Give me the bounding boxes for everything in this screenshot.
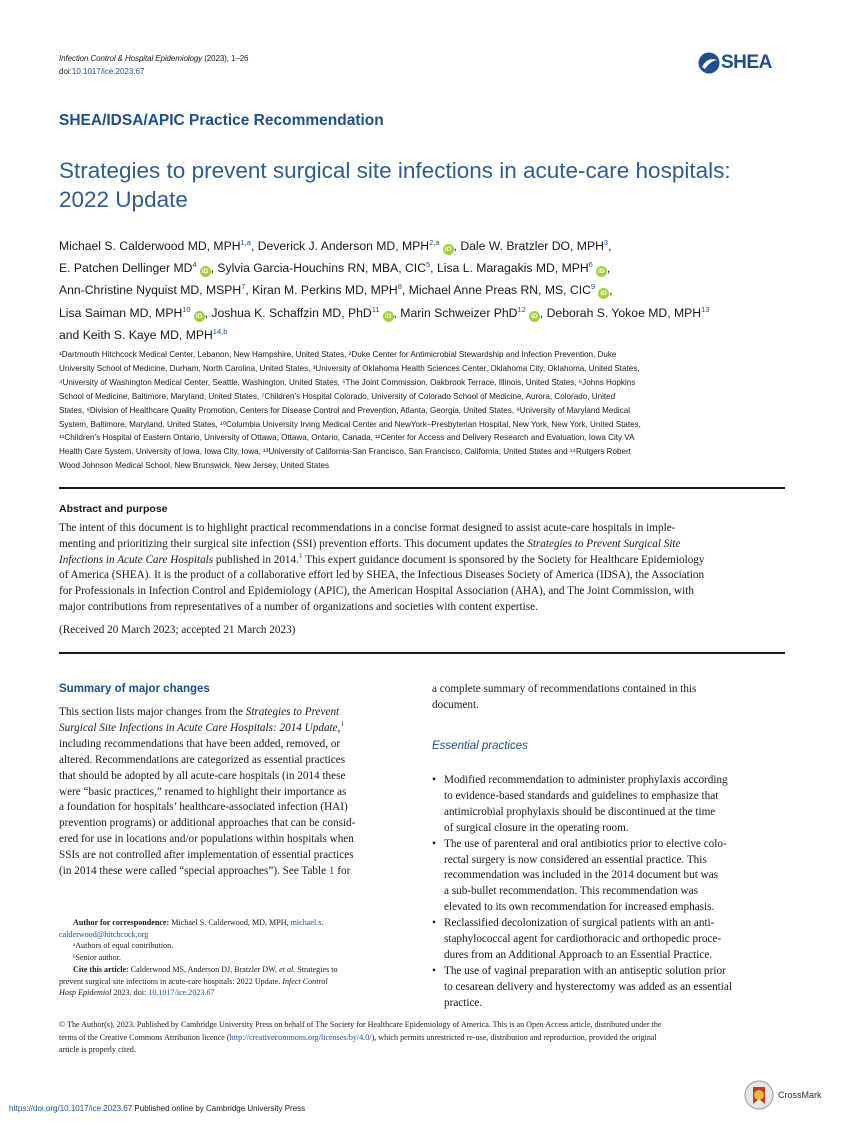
- copyright-notice: © The Author(s), 2023. Published by Cambridge University Press on behalf of The Society for Healthcare Epidemiology of America. This is an Open Access article, distributed under the terms of the Creative Commons Attribution licence (http://creativecommons.org/licenses/by/4.0/), which permits unrestricted re-use, distribution and reproduction, provided the original article is properly cited.: [59, 1020, 662, 1055]
- crossmark-icon: [744, 1080, 774, 1110]
- shea-logo: SHEA: [698, 51, 788, 79]
- orcid-icon[interactable]: iD: [383, 311, 394, 322]
- crossmark-badge[interactable]: CrossMark: [744, 1080, 834, 1110]
- author: Kiran M. Perkins MD, MPH$^8$: [252, 282, 402, 298]
- affiliation-ref[interactable]: 7: [241, 282, 246, 292]
- author-line: [59, 324, 794, 346]
- article-title: Strategies to prevent surgical site infections in acute-care hospitals: 2022 Update: [59, 158, 731, 212]
- doi-url-link[interactable]: https://doi.org/10.1017/ice.2023.67: [9, 1104, 133, 1113]
- summary-text: This section lists major changes from the Strategies to Prevent Surgical Site Infections in Acute Care Hospitals: 2014 Update,$^1$ including recommendations that have been added, removed, or altered. Recommendations are categorized as essential practices that should be adopted by all acute-care hospitals (in 2014 these were “basic practices,” renamed to highlight their importance as a foundation for hospitals’ healthcare-associated infection (HAI) prevention programs) or additional approaches that can be consid- ered for use in locations and/or populations within hospitals when SSIs are not controlled after implementation of essential practices (in 2014 these were called “special approaches”). See Table 1 for: [59, 706, 356, 878]
- affiliation-ref[interactable]: 14,b: [212, 326, 228, 336]
- summary-text-continued: a complete summary of recommendations contained in this document.: [432, 683, 697, 711]
- author-separator: ,: [210, 261, 218, 276]
- reference-link[interactable]: 1: [298, 550, 303, 560]
- author-separator: ,: [608, 239, 612, 253]
- affiliation-ref[interactable]: 11: [371, 304, 380, 314]
- article-doi: doi:10.1017/ice.2023.67: [59, 67, 145, 76]
- shea-logo-icon: [698, 52, 720, 74]
- journal-citation: Infection Control & Hospital Epidemiology (2023), 1–26: [59, 54, 249, 63]
- summary-heading: Summary of major changes: [59, 683, 210, 695]
- affiliation-ref[interactable]: 10: [182, 304, 191, 314]
- recommendation-type: SHEA/IDSA/APIC Practice Recommendation: [59, 112, 384, 129]
- orcid-icon[interactable]: iD: [529, 311, 540, 322]
- author-line: [59, 235, 794, 257]
- author-separator: ,: [539, 305, 547, 320]
- abstract-heading: Abstract and purpose: [59, 503, 168, 515]
- table-link[interactable]: 1: [328, 865, 335, 878]
- author-separator: ,: [393, 305, 401, 320]
- orcid-icon[interactable]: iD: [598, 288, 609, 299]
- essential-practices-list: [432, 773, 787, 1012]
- author-line: [59, 257, 794, 279]
- affiliation-ref[interactable]: 12: [517, 304, 526, 314]
- orcid-icon[interactable]: iD: [200, 266, 211, 277]
- essential-practices-heading: Essential practices: [432, 740, 528, 752]
- footer: https://doi.org/10.1017/ice.2023.67 Published online by Cambridge University Press: [9, 1104, 306, 1113]
- author: Joshua K. Schaffzin MD, PhD$^{11}$iD: [211, 306, 393, 320]
- affiliation-ref[interactable]: 3: [603, 238, 609, 247]
- affiliation-ref[interactable]: 9: [590, 282, 596, 292]
- orcid-icon[interactable]: iD: [596, 266, 607, 277]
- author: Sylvia Garcia-Houchins RN, MBA, CIC$^5$: [217, 260, 431, 276]
- author: Keith S. Kaye MD, MPH$^{14,b}$: [82, 326, 228, 342]
- author-separator: ,: [245, 283, 253, 298]
- author: Lisa L. Maragakis MD, MPH$^6$iD: [437, 261, 607, 275]
- reference-link[interactable]: 1: [340, 718, 345, 728]
- author-separator: ,: [204, 305, 212, 320]
- author-list: [59, 235, 794, 346]
- orcid-icon[interactable]: iD: [194, 311, 205, 322]
- author-separator: ,: [250, 239, 258, 253]
- affiliation-ref[interactable]: 2,a: [429, 238, 440, 247]
- license-link[interactable]: http://creativecommons.org/licenses/by/4.0/: [229, 1032, 372, 1042]
- author-line: [59, 279, 794, 301]
- affiliation-ref[interactable]: 6: [588, 260, 593, 270]
- affiliation-ref[interactable]: 8: [397, 282, 402, 292]
- abstract-text: The intent of this document is to highlight practical recommendations in a concise format designed to assist acute-care hospitals in imple- menting and prioritizing their surgical site infection (SSI) prevention efforts. This document updates the Strategies to Prevent Surgical Site Infections in Acute Care Hospitals published in 2014.$^1$ This expert guidance document is sponsored by the Society for Healthcare Epidemiology of America (SHEA). It is the product of a collaborative effort led by SHEA, the Infectious Diseases Society of America (IDSA), the Association for Professionals in Infection Control and Epidemiology (APIC), the American Hospital Association (AHA), and The Joint Commission, with major contributions from representatives of a number of organizations and societies with content expertise.: [59, 522, 705, 613]
- author: Deverick J. Anderson MD, MPH$^{2,a}$iD: [258, 239, 454, 253]
- author-separator: ,: [401, 283, 409, 298]
- author: Dale W. Bratzler DO, MPH$^3$: [460, 238, 609, 253]
- received-dates: (Received 20 March 2023; accepted 21 March 2023): [59, 624, 296, 636]
- author-connector: and: [59, 327, 83, 342]
- author: Lisa Saiman MD, MPH$^{10}$iD: [59, 306, 205, 320]
- affiliation-ref[interactable]: 13: [701, 304, 710, 314]
- author: E. Patchen Dellinger $MD^4iD$: [59, 261, 211, 275]
- doi-link[interactable]: 10.1017/ice.2023.67: [71, 67, 145, 76]
- doi-link[interactable]: 10.1017/ice.2023.67: [148, 988, 215, 998]
- list-item: • Modified recommendation to administer prophylaxis according to evidence-based standards and guidelines to emphasize that antimicrobial prophylaxis should be discontinued at the time of surgical closure in the operating room.: [432, 773, 787, 837]
- divider-top: [59, 487, 785, 489]
- affiliations: ¹Dartmouth Hitchcock Medical Center, Lebanon, New Hampshire, United States, ²Duke Center for Antimicrobial Stewardship and Infection Prevention, Duke University School of Medicine, Durham, North Carolina, United States, ³University of Oklahoma Health Sciences Center, Oklahoma City, Oklahoma, United States, ⁴University of Washington Medical Center, Seattle, Washington, United States, ⁵The Joint Commission, Oakbrook Terrace, Illinois, United States, ⁶Johns Hopkins School of Medicine, Baltimore, Maryland, United States, ⁷Children’s Hospital Colorado, University of Colorado School of Medicine, Aurora, Colorado, United States, ⁸Division of Healthcare Quality Promotion, Centers for Disease Control and Prevention, Atlanta, Georgia, United States, ⁹University of Maryland Medical System, Baltimore, Maryland, United States, ¹⁰Columbia University Irving Medical Center and NewYork–Presbyterian Hospital, New York, New York, United States, ¹¹Children’s Hospital of Eastern Ontario, University of Ottawa, Ottawa, Ontario, Canada, ¹²Center for Access and Delivery Research and Evaluation, Iowa City VA Health Care System, University of Iowa, Iowa City, Iowa, ¹³University of California-San Francisco, San Francisco, California, United States and ¹⁴Rutgers Robert Wood Johnson Medical School, New Brunswick, New Jersey, United States: [59, 350, 641, 471]
- divider-bottom: [59, 652, 785, 654]
- affiliation-ref[interactable]: 4: [192, 260, 197, 270]
- author: Marin Schweizer PhD$^{12}$iD: [400, 306, 540, 320]
- list-item: • The use of parenteral and oral antibiotics prior to elective colo- rectal surgery is now considered an essential practice. This recommendation was included in the 2014 document but was a sub-bullet recommendation. This recommendation was elevated to its own recommendation for increased emphasis.: [432, 837, 787, 917]
- author-line: [59, 302, 794, 324]
- author: Ann-Christine Nyquist MD, MSPH$^7$: [59, 282, 246, 298]
- correspondence-block: Author for correspondence: Michael S. Calderwood, MD, MPH, michael.s. calderwood@hitchcock.org ᵃAuthors of equal contribution. ᵇSenior author. Cite this article: Calderwood MS, Anderson DJ, Bratzler DW, et al. Strategies to prevent surgical site infections in acute-care hospitals: 2022 Update. Infect Control Hosp Epidemiol 2023. doi: 10.1017/ice.2023.67: [59, 918, 338, 998]
- affiliation-ref[interactable]: 1,a: [240, 238, 251, 247]
- author: Deborah S. Yokoe MD, MPH$^{13}$: [546, 304, 710, 320]
- author-separator: ,: [606, 261, 611, 276]
- list-item: • Reclassified decolonization of surgical patients with an anti- staphylococcal agent for cardiothoracic and orthopedic proce- dures from an Additional Approach to an Essential Practice.: [432, 916, 787, 964]
- affiliation-ref[interactable]: 5: [426, 260, 431, 270]
- email-link[interactable]: calderwood@hitchcock.org: [59, 929, 149, 939]
- list-item: • The use of vaginal preparation with an antiseptic solution prior to cesarean delivery and hysterectomy was added as an essential practice.: [432, 964, 787, 1012]
- author-separator: ,: [430, 261, 437, 276]
- author: Michael S. Calderwood MD, MPH$^{1,a}$: [59, 238, 251, 253]
- author-separator: ,: [609, 283, 613, 298]
- orcid-icon[interactable]: iD: [443, 244, 454, 255]
- author-separator: ,: [453, 239, 461, 253]
- email-link[interactable]: michael.s.: [290, 918, 324, 927]
- author: Michael Anne Preas RN, MS, CIC$^9$iD: [409, 283, 609, 297]
